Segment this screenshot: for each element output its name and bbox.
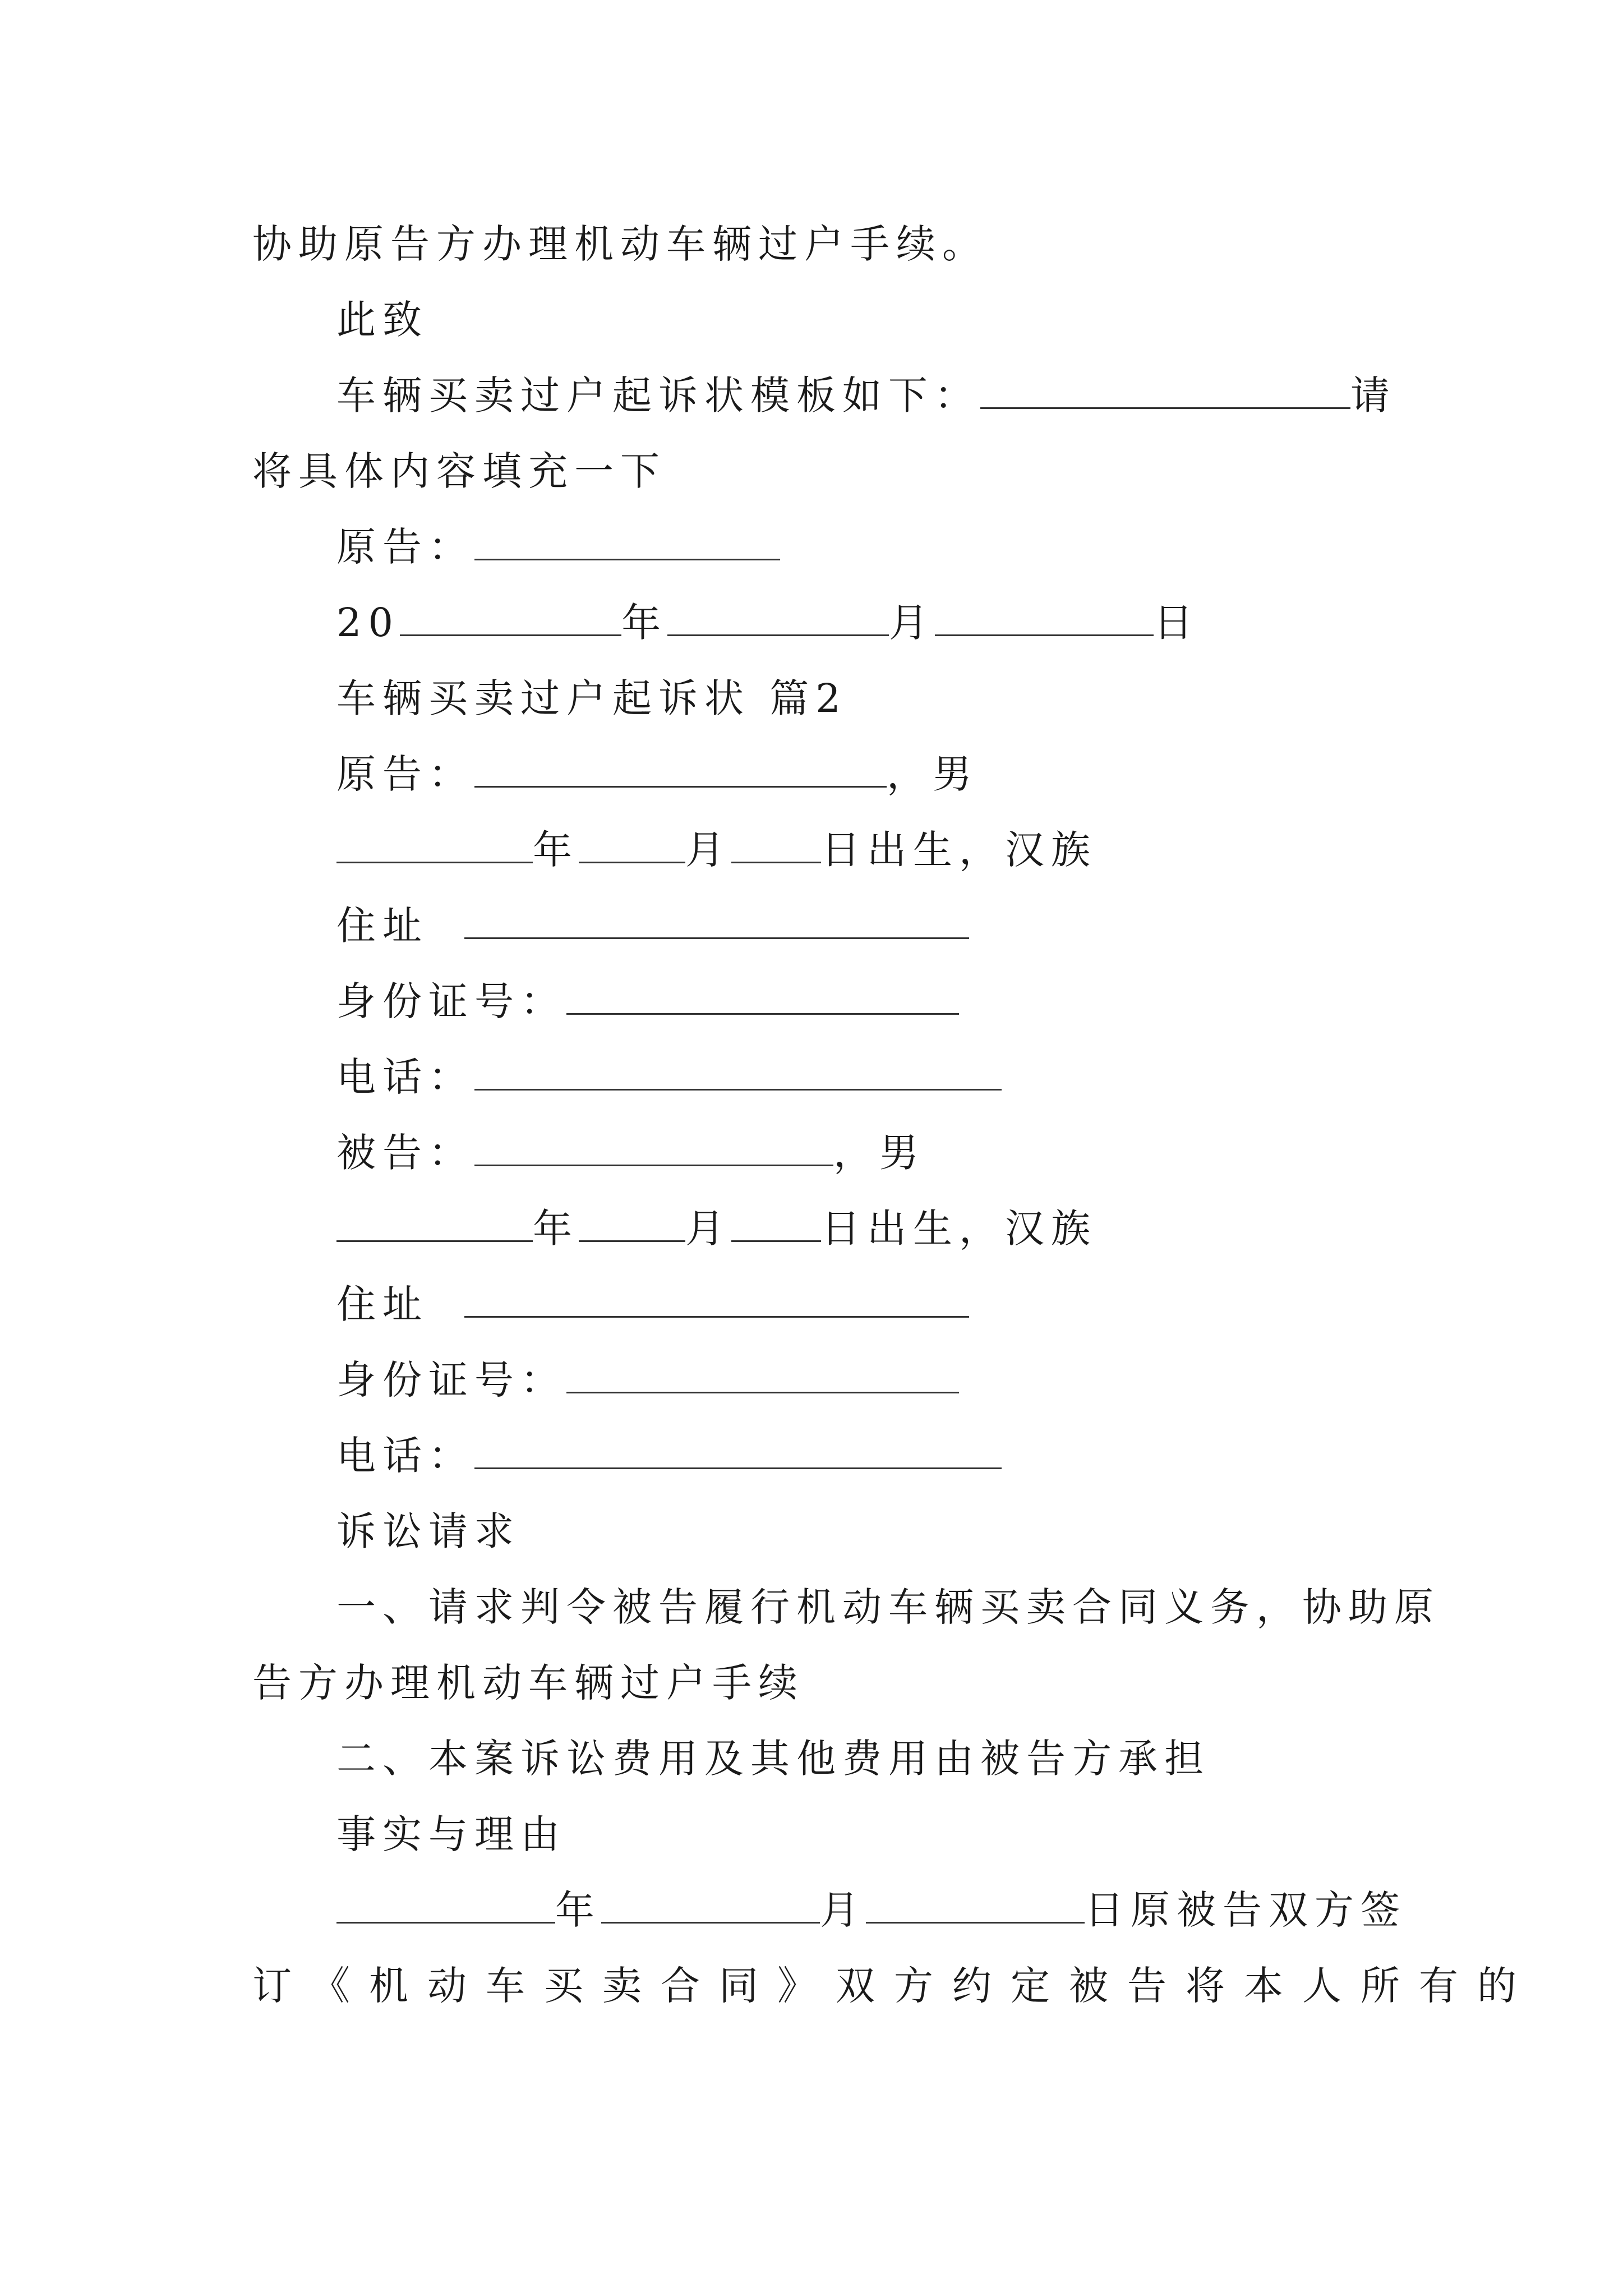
- fill-blank: [731, 1208, 821, 1242]
- fill-blank: [579, 830, 685, 863]
- field-label: 原告：: [336, 751, 474, 797]
- fill-blank: [474, 1057, 1002, 1091]
- date-line: [336, 1198, 1097, 1259]
- line-text: 日原被告双方签: [1085, 1887, 1407, 1933]
- date-unit: 月: [685, 827, 731, 873]
- text-line: [336, 970, 959, 1032]
- text-line: [336, 1122, 925, 1184]
- date-unit: 月: [889, 600, 935, 646]
- fill-blank: [474, 754, 887, 788]
- text-line: [252, 1955, 1536, 2017]
- field-label: 身份证号：: [336, 978, 566, 1024]
- text-line: [336, 365, 1396, 426]
- fill-blank: [935, 602, 1154, 636]
- fill-blank: [464, 1284, 969, 1318]
- fill-blank: [866, 1890, 1085, 1924]
- line-text: 协助原告方办理机动车辆过户手续。: [252, 221, 988, 267]
- fill-blank: [601, 1890, 820, 1924]
- text-line: [336, 668, 847, 729]
- text-line: [252, 1652, 804, 1714]
- line-text: 订《机动车买卖合同》双方约定被告将本人所有的: [252, 1963, 1536, 2009]
- date-unit: 年: [533, 1205, 579, 1251]
- year-prefix: 20: [336, 600, 400, 646]
- field-label: 住址: [336, 903, 428, 949]
- fill-blank: [474, 1133, 833, 1166]
- field-suffix: ，男: [833, 1130, 925, 1176]
- date-line: [336, 819, 1097, 881]
- fill-blank: [336, 1890, 555, 1924]
- field-label: 电话：: [336, 1054, 474, 1100]
- field-label: 被告：: [336, 1130, 474, 1176]
- fill-blank: [579, 1208, 685, 1242]
- date-line: [336, 1879, 1407, 1941]
- date-unit: 年: [621, 600, 668, 646]
- fill-blank: [731, 830, 821, 863]
- fill-blank: [566, 981, 959, 1015]
- fill-blank: [464, 905, 969, 939]
- date-unit: 日: [1154, 600, 1200, 646]
- text-line: [252, 213, 988, 275]
- field-label: 住址: [336, 1281, 428, 1327]
- date-line: [336, 592, 1200, 654]
- line-text: 一、请求判令被告履行机动车辆买卖合同义务，协助原: [336, 1584, 1440, 1630]
- fill-blank: [474, 1435, 1002, 1469]
- fill-blank: [336, 1208, 533, 1242]
- text-line: [336, 516, 780, 578]
- text-line: [336, 1349, 959, 1411]
- line-text: 告方办理机动车辆过户手续: [252, 1660, 804, 1706]
- line-text: 请: [1350, 372, 1396, 418]
- date-unit: 日出生，汉族: [821, 827, 1097, 873]
- fill-blank: [336, 830, 533, 863]
- fill-blank: [980, 375, 1350, 409]
- text-line: [336, 1501, 520, 1562]
- fill-blank: [474, 527, 780, 560]
- text-line: [336, 1425, 1002, 1487]
- fill-blank: [400, 602, 621, 636]
- text-line: [252, 440, 666, 502]
- section-heading: 事实与理由: [336, 1811, 566, 1857]
- field-suffix: ，男: [887, 751, 979, 797]
- text-line: [336, 1576, 1440, 1638]
- line-text: 将具体内容填充一下: [252, 448, 666, 494]
- text-line: [336, 743, 979, 805]
- text-line: [336, 289, 428, 351]
- text-line: [336, 1046, 1002, 1108]
- date-unit: 月: [820, 1887, 866, 1933]
- date-unit: 年: [533, 827, 579, 873]
- text-line: [336, 1728, 1210, 1789]
- section-heading: 车辆买卖过户起诉状 篇2: [336, 675, 847, 721]
- fill-blank: [667, 602, 889, 636]
- line-text: 车辆买卖过户起诉状模板如下：: [336, 372, 980, 418]
- text-line: [336, 1803, 566, 1865]
- text-line: [336, 895, 969, 956]
- text-line: [336, 1273, 969, 1335]
- section-heading: 诉讼请求: [336, 1508, 520, 1554]
- field-label: 原告：: [336, 524, 474, 570]
- date-unit: 年: [555, 1887, 601, 1933]
- field-label: 身份证号：: [336, 1357, 566, 1403]
- date-unit: 月: [685, 1205, 731, 1251]
- salutation: 此致: [336, 297, 428, 343]
- field-label: 电话：: [336, 1433, 474, 1479]
- date-unit: 日出生，汉族: [821, 1205, 1097, 1251]
- fill-blank: [566, 1360, 959, 1393]
- line-text: 二、本案诉讼费用及其他费用由被告方承担: [336, 1736, 1210, 1782]
